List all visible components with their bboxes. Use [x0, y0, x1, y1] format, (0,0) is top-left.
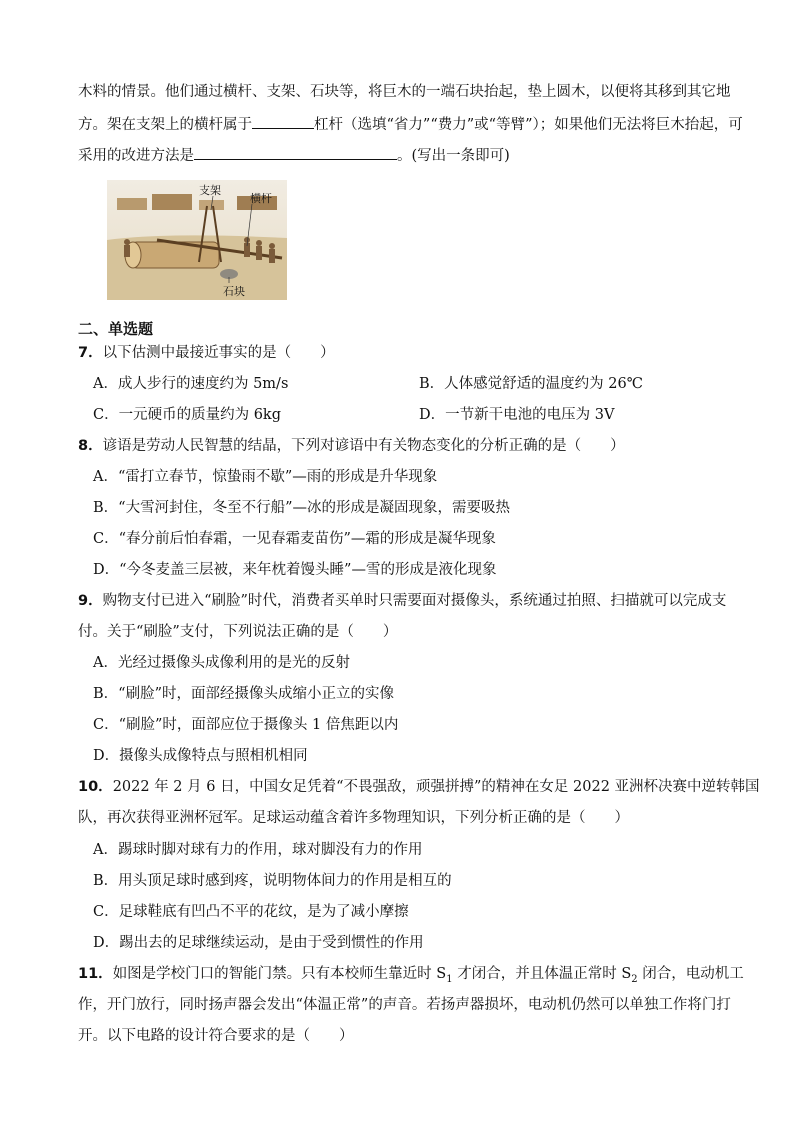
label-support: 支架 — [199, 184, 221, 197]
question-10-text-1: 2022 年 2 月 6 日，中国女足凭着“不畏强敌，顽强拼搏”的精神在女足 2022 亚洲杯决赛中逆转韩国 — [112, 779, 760, 795]
label-stone: 石块 — [223, 285, 245, 298]
q7-option-a[interactable]: A．成人步行的速度约为 5m/s — [93, 376, 289, 392]
q9-option-c[interactable]: C．“刷脸”时，面部应位于摄像头 1 倍焦距以内 — [93, 717, 399, 733]
answer-blank-2[interactable] — [194, 145, 397, 160]
question-9-stem-line-1 — [78, 591, 726, 611]
question-11-text-1a: 如图是学校门口的智能门禁。只有本校师生靠近时 S — [112, 966, 447, 982]
q10-option-d[interactable]: D．踢出去的足球继续运动，是由于受到惯性的作用 — [93, 935, 424, 951]
q7-option-d[interactable]: D．一节新干电池的电压为 3V — [419, 407, 615, 423]
q9-option-a[interactable]: A．光经过摄像头成像利用的是光的反射 — [93, 655, 350, 671]
q7-option-c[interactable]: C．一元硬币的质量约为 6kg — [93, 407, 281, 423]
question-8-stem — [78, 436, 625, 456]
question-11-stem-line-2: 作，开门放行，同时扬声器会发出“体温正常”的声音。若扬声器损坏，电动机仍然可以单独工作将门打 — [78, 997, 731, 1013]
question-8-number: 8． — [78, 438, 103, 454]
question-9-stem-line-2: 付。关于“刷脸”支付，下列说法正确的是（ ） — [78, 624, 398, 640]
q9-option-b[interactable]: B．“刷脸”时，面部经摄像头成缩小正立的实像 — [93, 686, 394, 702]
q8-option-d[interactable]: D．“今冬麦盖三层被，来年枕着馒头睡”—雪的形成是液化现象 — [93, 562, 497, 578]
question-7-text: 以下估测中最接近事实的是（ ） — [102, 345, 335, 361]
question-10-stem-line-2: 队，再次获得亚洲杯冠军。足球运动蕴含着许多物理知识，下列分析正确的是（ ） — [78, 810, 629, 826]
q8-option-b[interactable]: B．“大雪河封住，冬至不行船”—冰的形成是凝固现象，需要吸热 — [93, 500, 510, 516]
q10-option-b[interactable]: B．用头顶足球时感到疼，说明物体间力的作用是相互的 — [93, 873, 452, 889]
intro-line-3-b: 。(写出一条即可) — [397, 148, 510, 164]
q7-option-b[interactable]: B．人体感觉舒适的温度约为 26℃ — [419, 376, 643, 392]
intro-line-2 — [78, 114, 743, 135]
question-10-stem-line-1 — [78, 777, 760, 797]
question-11-text-1b: 才闭合，并且体温正常时 S — [452, 966, 632, 982]
answer-blank-1[interactable] — [252, 114, 314, 129]
q9-option-d[interactable]: D．摄像头成像特点与照相机相同 — [93, 748, 308, 764]
question-8-text: 谚语是劳动人民智慧的结晶，下列对谚语中有关物态变化的分析正确的是（ ） — [102, 438, 625, 454]
question-10-number: 10． — [78, 779, 113, 795]
intro-line-3-a: 采用的改进方法是 — [78, 148, 194, 164]
q8-option-a[interactable]: A．“雷打立春节，惊蛰雨不歇”—雨的形成是升华现象 — [93, 469, 438, 485]
section-title: 二、单选题 — [78, 320, 154, 338]
question-7-number: 7． — [78, 345, 103, 361]
building-2 — [152, 194, 192, 210]
subscript-2: 2 — [631, 973, 638, 985]
intro-line-2-a: 方。架在支架上的横杆属于 — [78, 117, 252, 133]
label-bar: 横杆 — [250, 192, 272, 205]
question-11-stem-line-3: 开。以下电路的设计符合要求的是（ ） — [78, 1028, 354, 1044]
question-11-text-1c: 闭合，电动机工 — [637, 966, 744, 982]
intro-line-2-b: 杠杆（选填“省力”“费力”或“等臂”）；如果他们无法将巨木抬起，可 — [314, 117, 743, 133]
question-9-text-1: 购物支付已进入“刷脸”时代，消费者买单时只需要面对摄像头，系统通过拍照、扫描就可以完成支 — [102, 593, 727, 609]
question-7-stem — [78, 343, 335, 363]
lever-figure-image — [107, 180, 287, 300]
subscript-1: 1 — [446, 973, 453, 985]
intro-line-1: 木料的情景。他们通过横杆、支架、石块等，将巨木的一端石块抬起，垫上圆木，以便将其移到其它地 — [78, 84, 731, 100]
q10-option-a[interactable]: A．踢球时脚对球有力的作用，球对脚没有力的作用 — [93, 842, 423, 858]
q8-option-c[interactable]: C．“春分前后怕春霜，一见春霜麦苗伤”—霜的形成是凝华现象 — [93, 531, 496, 547]
building-1 — [117, 198, 147, 210]
q10-option-c[interactable]: C．足球鞋底有凹凸不平的花纹，是为了减小摩擦 — [93, 904, 409, 920]
question-11-number: 11． — [78, 966, 113, 982]
intro-line-3 — [78, 145, 510, 166]
question-9-number: 9． — [78, 593, 103, 609]
question-11-stem-line-1 — [78, 964, 744, 990]
